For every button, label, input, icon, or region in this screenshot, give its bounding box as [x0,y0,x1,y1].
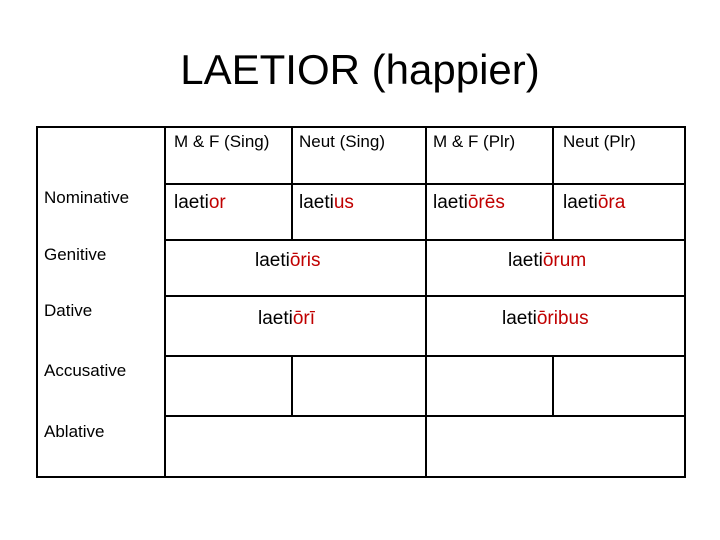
word-stem: laeti [255,250,290,271]
word-ending: or [208,192,226,213]
word-stem: laeti [502,308,537,329]
word-stem: laeti [433,192,468,213]
nominative-neut-plr-form [563,192,625,214]
word-ending: ōribus [536,308,589,329]
row-header-genitive: Genitive [44,245,107,264]
nominative-mf-sing-form [174,192,226,214]
word-stem: laeti [508,250,543,271]
nominative-mf-plr-form [433,192,505,214]
column-header-neut-plr: Neut (Plr) [563,132,636,151]
column-header-neut-sing: Neut (Sing) [299,132,385,151]
row-header-ablative: Ablative [44,422,105,441]
word-stem: laeti [174,192,209,213]
row-header-nominative: Nominative [44,188,130,207]
word-ending: ōris [289,250,321,271]
row-header-dative: Dative [44,301,93,320]
word-stem: laeti [258,308,293,329]
word-ending: ōrum [542,250,587,271]
genitive-plr-form [508,250,586,272]
nominative-neut-sing-form [299,192,354,214]
column-header-mf-plr: M & F (Plr) [433,132,516,151]
word-ending: ōrēs [467,192,505,213]
slide-title: LAETIOR (happier) [180,46,540,93]
word-ending: us [333,192,354,213]
dative-sing-form [258,308,315,330]
dative-plr-form [502,308,589,330]
column-header-mf-sing: M & F (Sing) [174,132,270,151]
word-stem: laeti [299,192,334,213]
genitive-sing-form [255,250,320,272]
word-ending: ōra [597,192,626,213]
word-stem: laeti [563,192,598,213]
word-ending: ōrī [292,308,316,329]
row-header-accusative: Accusative [44,361,127,380]
